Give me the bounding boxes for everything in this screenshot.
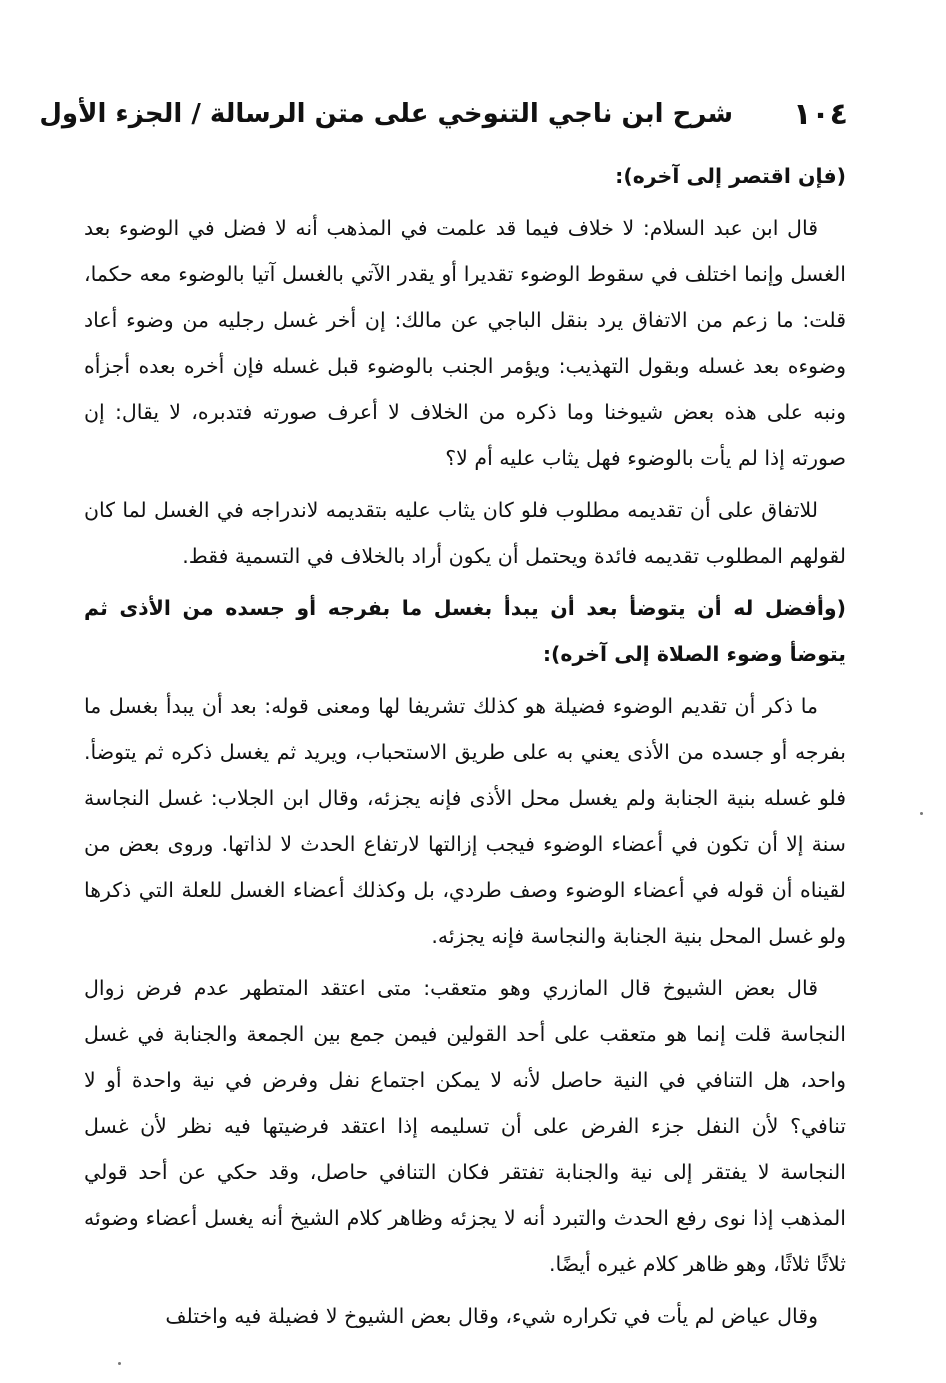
scan-speck <box>118 1362 121 1365</box>
section-heading: (فإن اقتصر إلى آخره): <box>615 164 846 188</box>
paragraph: قال ابن عبد السلام: لا خلاف فيما قد علمت في المذهب أنه لا فضل في الوضوء بعد الغسل وإنما اختلف في سقوط الوضوء تقديرا أو يقدر الآتي بالغسل آتيا بالوضوء معه حكما، قلت: ما زعم من الاتفاق يرد بنقل الباجي عن مالك: إن أخر غسل رجليه من وضوء أعاد وضوءه بعد غسله وبقول التهذيب: ويؤمر الجنب بالوضوء قبل غسله فإن أخره بعده أجزأه ونبه على هذه بعض شيوخنا وما ذكره من الخلاف لا أعرف صورته فتدبره، لا يقال: إن صورته إذا لم يأت بالوضوء فهل يثاب عليه أم لا؟ <box>84 216 846 470</box>
page-number: ١٠٤ <box>793 96 848 132</box>
paragraph: قال بعض الشيوخ قال المازري وهو متعقب: متى اعتقد المتطهر عدم فرض زوال النجاسة قلت إنما هو متعقب على أحد القولين فيمن جمع بين الجمعة والجنابة في غسل واحد، هل التنافي في النية حاصل لأنه لا يمكن اجتماع نفل وفرض في نية واحدة أو لا تنافي؟ لأن النفل جزء الفرض على أن تسليمه إذا اعتقد فرضيتها فيه نظر لأن غسل النجاسة لا يفتقر إلى نية والجنابة تفتقر فكان التنافي حاصل، وقد حكي عن أحد قولي المذهب إذا نوى رفع الحدث والتبرد أنه لا يجزئه وظاهر كلام الشيخ أنه يغسل أعضاء وضوئه ثلاثًا ثلاثًا، وهو ظاهر كلام غيره أيضًا. <box>84 976 846 1276</box>
paragraph: ما ذكر أن تقديم الوضوء فضيلة هو كذلك تشريفا لها ومعنى قوله: بعد أن يبدأ بغسل ما بفرجه أو جسده من الأذى يعني به على طريق الاستحباب، ويريد ثم يغسل ذكره ثم يتوضأ. فلو غسله بنية الجنابة ولم يغسل محل الأذى فإنه يجزئه، وقال ابن الجلاب: غسل النجاسة سنة إلا أن تكون في أعضاء الوضوء فيجب إزالتها لارتفاع الحدث لا لذاتها. وروى بعض من لقيناه أن قوله في أعضاء الوضوء وصف طردي، بل وكذلك أعضاء الغسل للعلة التي ذكرها ولو غسل المحل بنية الجنابة والنجاسة فإنه يجزئه. <box>84 694 846 948</box>
running-title: شرح ابن ناجي التنوخي على متن الرسالة / الجزء الأول <box>39 99 734 129</box>
paragraph: وقال عياض لم يأت في تكراره شيء، وقال بعض الشيوخ لا فضيلة فيه واختلف <box>165 1304 818 1328</box>
body-text <box>84 153 846 1345</box>
section-heading: (وأفضل له أن يتوضأ بعد أن يبدأ بغسل ما بفرجه أو جسده من الأذى ثم يتوضأ وضوء الصلاة إلى آخره): <box>84 596 846 666</box>
scan-speck <box>920 812 923 815</box>
running-header <box>39 92 848 136</box>
paragraph: للاتفاق على أن تقديمه مطلوب فلو كان يثاب عليه بتقديمه لاندراجه في الغسل لما كان لقولهم المطلوب تقديمه فائدة ويحتمل أن يكون أراد بالخلاف في التسمية فقط. <box>84 498 846 568</box>
